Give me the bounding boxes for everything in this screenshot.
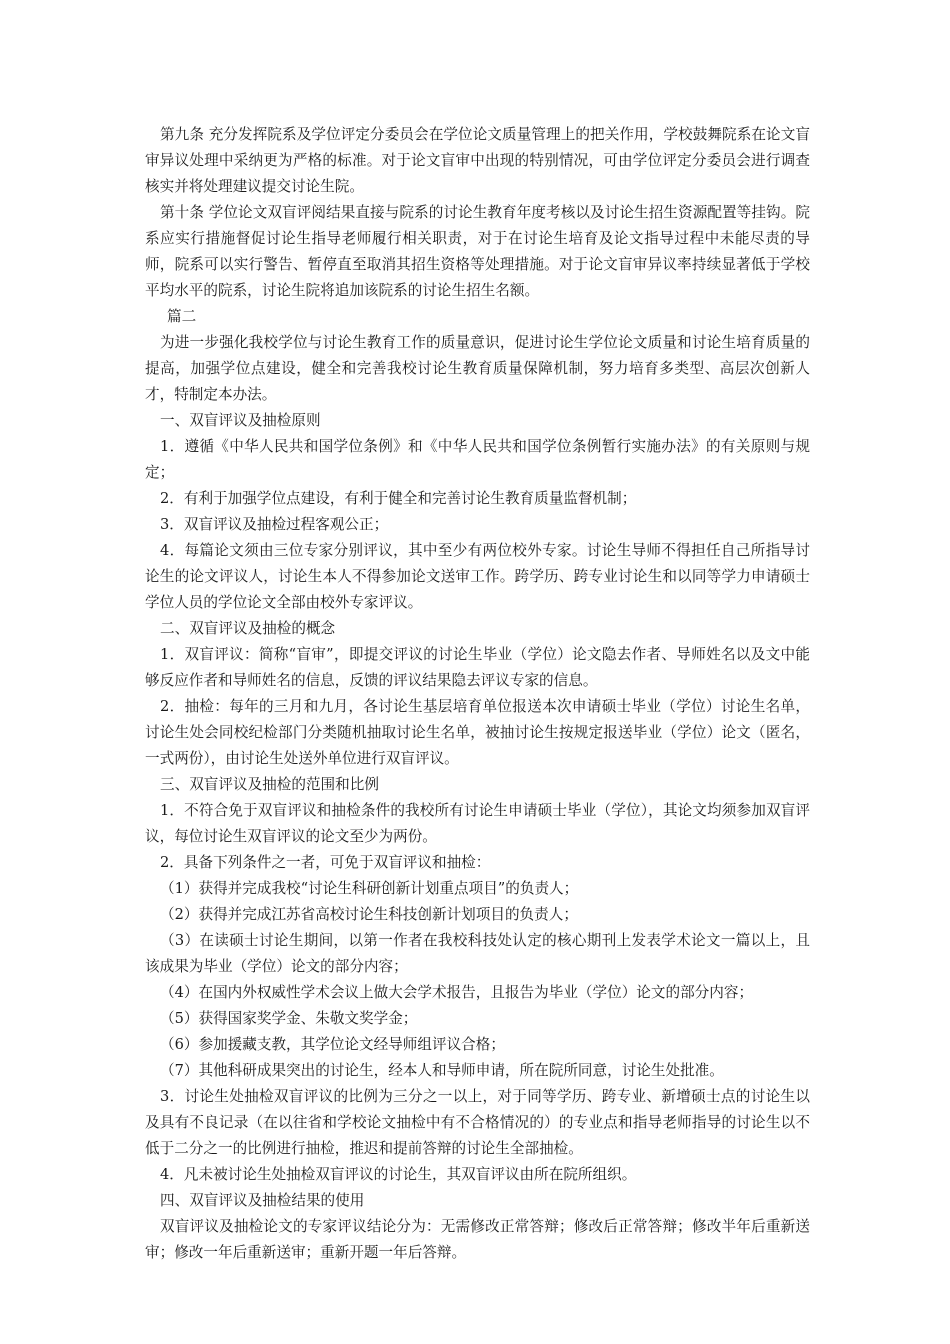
article-9-paragraph: 第九条 充分发挥院系及学位评定分委员会在学位论文质量管理上的把关作用，学校鼓舞院系在论文盲审异议处理中采纳更为严格的标准。对于论文盲审中出现的特别情况，可由学位评定分委员会进行调查核实并将处理建议提交讨论生院。 bbox=[145, 126, 810, 195]
scope-item-3: 3．讨论生处抽检双盲评议的比例为三分之一以上，对于同等学历、跨专业、新增硕士点的讨论生以及具有不良记录（在以往省和学校论文抽检中有不合格情况的）的专业点和指导老师指导的讨论生以不低于二分之一的比例进行抽检，推迟和提前答辩的讨论生全部抽检。 bbox=[145, 1088, 810, 1157]
document-body bbox=[145, 122, 810, 1266]
section-heading-2: 二、双盲评议及抽检的概念 bbox=[160, 620, 336, 637]
principle-item-4: 4．每篇论文须由三位专家分别评议，其中至少有两位校外专家。讨论生导师不得担任自己所指导讨论生的论文评议人，讨论生本人不得参加论文送审工作。跨学历、跨专业讨论生和以同等学力申请硕士学位人员的学位论文全部由校外专家评议。 bbox=[145, 542, 810, 611]
concept-item-1: 1．双盲评议：简称“盲审”，即提交评议的讨论生毕业（学位）论文隐去作者、导师姓名以及文中能够反应作者和导师姓名的信息，反馈的评议结果隐去评议专家的信息。 bbox=[145, 646, 810, 689]
exemption-item-3: （3）在读硕士讨论生期间，以第一作者在我校科技处认定的核心期刊上发表学术论文一篇以上，且该成果为毕业（学位）论文的部分内容； bbox=[145, 932, 810, 975]
intro-paragraph: 为进一步强化我校学位与讨论生教育工作的质量意识，促进讨论生学位论文质量和讨论生培育质量的提高，加强学位点建设，健全和完善我校讨论生教育质量保障机制，努力培育多类型、高层次创新人才，特制定本办法。 bbox=[145, 334, 810, 403]
principle-item-1: 1．遵循《中华人民共和国学位条例》和《中华人民共和国学位条例暂行实施办法》的有关原则与规定； bbox=[145, 438, 810, 481]
result-conclusion-paragraph: 双盲评议及抽检论文的专家评议结论分为：无需修改正常答辩；修改后正常答辩；修改半年后重新送审；修改一年后重新送审；重新开题一年后答辩。 bbox=[145, 1218, 810, 1261]
principle-item-2: 2．有利于加强学位点建设，有利于健全和完善讨论生教育质量监督机制； bbox=[160, 490, 637, 507]
exemption-item-6: （6）参加援藏支教，其学位论文经导师组评议合格； bbox=[160, 1036, 505, 1053]
concept-item-2: 2．抽检：每年的三月和九月，各讨论生基层培育单位报送本次申请硕士毕业（学位）讨论生名单，讨论生处会同校纪检部门分类随机抽取讨论生名单，被抽讨论生按规定报送毕业（学位）论文（匿名，一式两份），由讨论生处送外单位进行双盲评议。 bbox=[145, 698, 810, 767]
scope-item-2: 2．具备下列条件之一者，可免于双盲评议和抽检： bbox=[160, 854, 491, 871]
scope-item-4: 4．凡未被讨论生处抽检双盲评议的讨论生，其双盲评议由所在院所组织。 bbox=[160, 1166, 637, 1183]
section-heading-part-two: 篇二 bbox=[167, 308, 197, 325]
exemption-item-5: （5）获得国家奖学金、朱敬文奖学金； bbox=[160, 1010, 418, 1027]
scope-item-1: 1．不符合免于双盲评议和抽检条件的我校所有讨论生申请硕士毕业（学位），其论文均须参加双盲评议，每位讨论生双盲评议的论文至少为两份。 bbox=[145, 802, 810, 845]
section-heading-4: 四、双盲评议及抽检结果的使用 bbox=[160, 1192, 365, 1209]
section-heading-1: 一、双盲评议及抽检原则 bbox=[160, 412, 321, 429]
exemption-item-7: （7）其他科研成果突出的讨论生，经本人和导师申请，所在院所同意，讨论生处批准。 bbox=[160, 1062, 724, 1079]
principle-item-3: 3．双盲评议及抽检过程客观公正； bbox=[160, 516, 389, 533]
exemption-item-1: （1）获得并完成我校“讨论生科研创新计划重点项目”的负责人； bbox=[160, 880, 579, 897]
section-heading-3: 三、双盲评议及抽检的范围和比例 bbox=[160, 776, 379, 793]
exemption-item-4: （4）在国内外权威性学术会议上做大会学术报告，且报告为毕业（学位）论文的部分内容； bbox=[160, 984, 754, 1001]
article-10-paragraph: 第十条 学位论文双盲评阅结果直接与院系的讨论生教育年度考核以及讨论生招生资源配置等挂钩。院系应实行措施督促讨论生指导老师履行相关职责，对于在讨论生培育及论文指导过程中未能尽责的导师，院系可以实行警告、暂停直至取消其招生资格等处理措施。对于论文盲审异议率持续显著低于学校平均水平的院系，讨论生院将追加该院系的讨论生招生名额。 bbox=[145, 204, 810, 299]
exemption-item-2: （2）获得并完成江苏省高校讨论生科技创新计划项目的负责人； bbox=[160, 906, 578, 923]
